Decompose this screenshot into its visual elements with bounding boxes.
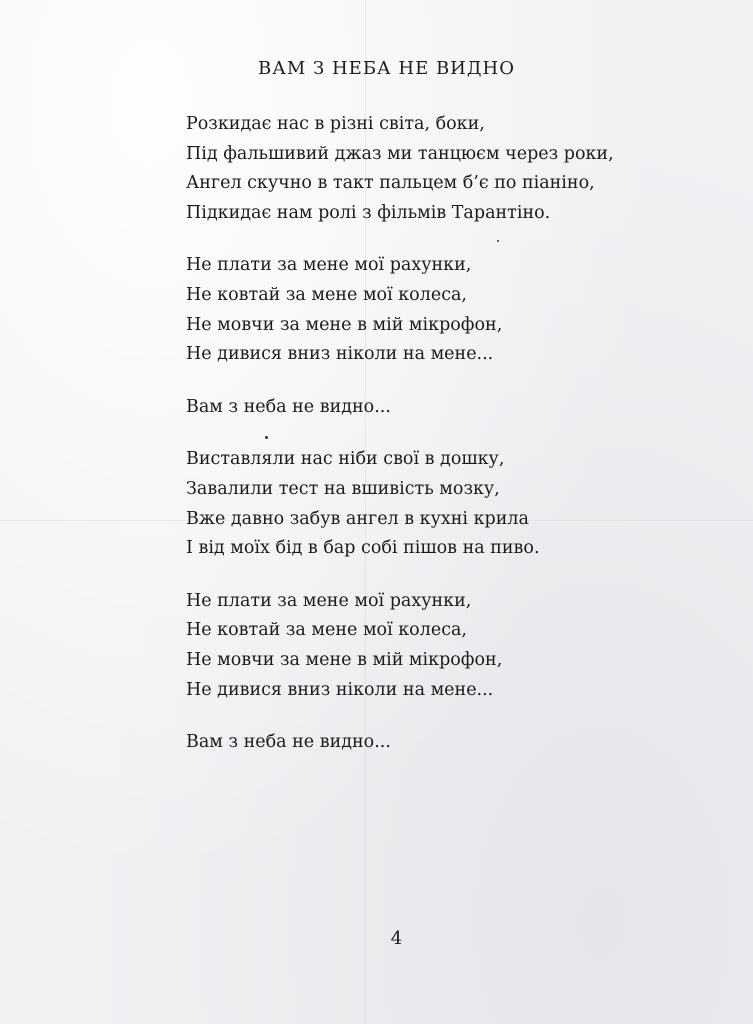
stanza [186, 445, 726, 563]
stanza [186, 110, 726, 228]
poem-line: І від моїх бід в бар собі пішов на пиво. [186, 538, 540, 559]
poem-line: Вже давно забув ангел в кухні крила [186, 508, 529, 529]
poem-line: Не ковтай за мене мої колеса, [186, 284, 467, 305]
poem-line: Не мовчи за мене в мій мікрофон, [186, 314, 503, 335]
poem-line: Не мовчи за мене в мій мікрофон, [186, 649, 503, 670]
poem-line: Ангел скучно в такт пальцем б’є по піаніно, [186, 173, 595, 194]
poem-line: Під фальшивий джаз ми танцюєм через роки, [186, 143, 614, 164]
poem-body [186, 110, 726, 758]
stanza [186, 251, 726, 369]
poem-line: Не дивися вниз ніколи на мене... [186, 344, 494, 365]
poem-line: Підкидає нам ролі з фільмів Тарантіно. [186, 202, 551, 223]
poem-line: Вам з неба не видно... [186, 396, 391, 417]
poem-line: Вам з неба не видно... [186, 732, 391, 753]
ink-speck [497, 240, 499, 242]
poem-line: Виставляли нас ніби свої в дошку, [186, 449, 505, 470]
refrain [186, 393, 726, 423]
poem-line: Не плати за мене мої рахунки, [186, 590, 472, 611]
poem-line: Не дивися вниз ніколи на мене... [186, 679, 494, 700]
page-number: 4 [390, 928, 403, 949]
poem-line: Не плати за мене мої рахунки, [186, 255, 472, 276]
refrain [186, 728, 726, 758]
poem-title: ВАМ З НЕБА НЕ ВИДНО [258, 58, 515, 79]
ink-speck [265, 436, 268, 439]
poem-line: Завалили тест на вшивість мозку, [186, 478, 500, 499]
poem-line: Розкидає нас в різні світа, боки, [186, 114, 485, 134]
stanza [186, 587, 726, 705]
poem-line: Не ковтай за мене мої колеса, [186, 620, 467, 641]
